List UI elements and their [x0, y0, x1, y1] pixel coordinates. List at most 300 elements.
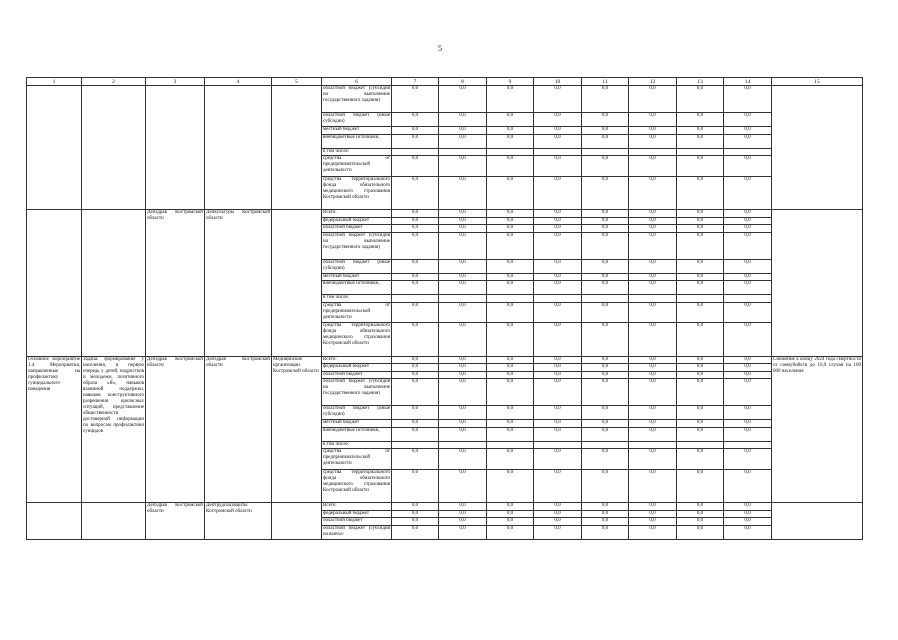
funding-source-cell: внебюджетные источники, — [322, 281, 392, 295]
value-cell — [629, 441, 677, 449]
value-cell: 0,0 — [392, 518, 439, 526]
value-cell: 0,0 — [392, 113, 439, 127]
executor-cell: Депкультуры Костромской области — [205, 210, 272, 357]
value-cell: 0,0 — [534, 406, 582, 420]
value-cell: 0,0 — [724, 510, 772, 518]
funding-source-cell: средства территориального фонда обязательного медицинского страхования Костромской области — [322, 469, 392, 503]
value-cell: 0,0 — [439, 210, 487, 218]
value-cell: 0,0 — [439, 427, 487, 441]
value-cell: 0,0 — [392, 510, 439, 518]
document-table — [26, 77, 862, 592]
value-cell: 0,0 — [534, 510, 582, 518]
value-cell: 0,0 — [392, 225, 439, 233]
participant-cell — [272, 210, 322, 357]
value-cell — [534, 441, 582, 449]
value-cell: 0,0 — [677, 281, 724, 295]
value-cell: 0,0 — [582, 176, 629, 210]
value-cell: 0,0 — [439, 176, 487, 210]
value-cell: 0,0 — [439, 449, 487, 470]
value-cell: 0,0 — [677, 156, 724, 177]
column-header: 3 — [146, 78, 205, 86]
value-cell: 0,0 — [534, 86, 582, 113]
column-header: 13 — [677, 78, 724, 86]
value-cell: 0,0 — [724, 176, 772, 210]
value-cell: 0,0 — [534, 176, 582, 210]
value-cell: 0,0 — [677, 420, 724, 428]
funding-source-cell: местный бюджет — [322, 273, 392, 281]
value-cell — [677, 441, 724, 449]
value-cell — [582, 295, 629, 303]
funding-source-cell: федеральный бюджет — [322, 364, 392, 372]
value-cell: 0,0 — [439, 217, 487, 225]
value-cell: 0,0 — [629, 510, 677, 518]
value-cell: 0,0 — [582, 127, 629, 135]
value-cell: 0,0 — [487, 323, 534, 357]
value-cell: 0,0 — [582, 518, 629, 526]
value-cell: 0,0 — [534, 127, 582, 135]
value-cell: 0,0 — [487, 281, 534, 295]
value-cell: 0,0 — [724, 273, 772, 281]
value-cell: 0,0 — [582, 449, 629, 470]
value-cell: 0,0 — [724, 259, 772, 273]
column-header: 14 — [724, 78, 772, 86]
value-cell: 0,0 — [534, 302, 582, 323]
value-cell: 0,0 — [392, 176, 439, 210]
result-cell — [772, 503, 863, 540]
funding-source-cell: в том числе: — [322, 441, 392, 449]
customer-cell — [146, 86, 205, 210]
task-cell — [82, 210, 146, 357]
value-cell: 0,0 — [392, 86, 439, 113]
value-cell: 0,0 — [487, 176, 534, 210]
value-cell: 0,0 — [534, 210, 582, 218]
value-cell: 0,0 — [677, 469, 724, 503]
value-cell: 0,0 — [724, 449, 772, 470]
value-cell: 0,0 — [724, 518, 772, 526]
value-cell: 0,0 — [582, 273, 629, 281]
funding-source-cell: средства территориального фонда обязательного медицинского страхования Костромской области — [322, 323, 392, 357]
funding-source-cell: областной бюджет (иные субсидии) — [322, 113, 392, 127]
value-cell: 0,0 — [582, 371, 629, 379]
funding-source-cell: областной бюджет — [322, 225, 392, 233]
value-cell: 0,0 — [724, 225, 772, 233]
value-cell: 0,0 — [439, 273, 487, 281]
value-cell: 0,0 — [629, 217, 677, 225]
value-cell: 0,0 — [629, 86, 677, 113]
value-cell: 0,0 — [582, 406, 629, 420]
value-cell — [534, 148, 582, 156]
value-cell: 0,0 — [677, 379, 724, 406]
value-cell: 0,0 — [392, 281, 439, 295]
value-cell: 0,0 — [677, 232, 724, 259]
value-cell: 0,0 — [677, 427, 724, 441]
value-cell: 0,0 — [534, 356, 582, 364]
value-cell: 0,0 — [534, 364, 582, 372]
value-cell: 0,0 — [724, 281, 772, 295]
column-header: 8 — [439, 78, 487, 86]
column-header: 10 — [534, 78, 582, 86]
value-cell: 0,0 — [392, 323, 439, 357]
funding-source-cell: Всего: — [322, 210, 392, 218]
value-cell: 0,0 — [534, 449, 582, 470]
value-cell: 0,0 — [439, 356, 487, 364]
activity-cell: Основное мероприятие 1.4. Мероприятия, направленные на профилактику суицидального поведения — [27, 356, 82, 503]
value-cell: 0,0 — [582, 156, 629, 177]
value-cell: 0,0 — [677, 134, 724, 148]
value-cell: 0,0 — [392, 371, 439, 379]
value-cell: 0,0 — [487, 134, 534, 148]
customer-cell: Депздрав Костромской области — [146, 503, 205, 540]
value-cell: 0,0 — [487, 406, 534, 420]
value-cell: 0,0 — [724, 217, 772, 225]
funding-source-cell: внебюджетные источники, — [322, 134, 392, 148]
value-cell: 0,0 — [582, 364, 629, 372]
value-cell: 0,0 — [582, 510, 629, 518]
value-cell: 0,0 — [724, 356, 772, 364]
funding-source-cell: в том числе: — [322, 148, 392, 156]
value-cell: 0,0 — [487, 210, 534, 218]
value-cell: 0,0 — [487, 420, 534, 428]
value-cell: 0,0 — [439, 371, 487, 379]
funding-source-cell: областной бюджет (иные субсидии) — [322, 406, 392, 420]
value-cell — [724, 295, 772, 303]
value-cell: 0,0 — [392, 302, 439, 323]
column-header: 2 — [82, 78, 146, 86]
table-row — [27, 210, 863, 218]
value-cell: 0,0 — [439, 503, 487, 511]
value-cell: 0,0 — [487, 510, 534, 518]
value-cell: 0,0 — [582, 217, 629, 225]
value-cell: 0,0 — [629, 176, 677, 210]
value-cell: 0,0 — [629, 371, 677, 379]
value-cell: 0,0 — [392, 273, 439, 281]
value-cell: 0,0 — [677, 323, 724, 357]
column-header: 1 — [27, 78, 82, 86]
table-row — [27, 356, 863, 364]
value-cell: 0,0 — [392, 427, 439, 441]
value-cell: 0,0 — [534, 156, 582, 177]
task-cell — [82, 503, 146, 540]
value-cell: 0,0 — [724, 427, 772, 441]
value-cell: 0,0 — [629, 225, 677, 233]
value-cell: 0,0 — [677, 176, 724, 210]
value-cell: 0,0 — [629, 232, 677, 259]
header-row — [27, 78, 863, 86]
value-cell: 0,0 — [392, 449, 439, 470]
value-cell: 0,0 — [629, 281, 677, 295]
value-cell: 0,0 — [724, 525, 772, 539]
value-cell — [582, 148, 629, 156]
value-cell: 0,0 — [439, 134, 487, 148]
value-cell: 0,0 — [582, 113, 629, 127]
value-cell: 0,0 — [629, 113, 677, 127]
value-cell: 0,0 — [724, 469, 772, 503]
value-cell: 0,0 — [724, 210, 772, 218]
value-cell: 0,0 — [724, 371, 772, 379]
task-cell: Задача: формирование у населения, в первую очередь у детей, подростков и молодежи, позитивного образа «Я», навыков взаимной поддержки, навыков конструктивного разрешения кризисных ситуаций, представление общественности достоверной информации по вопросам профилактики суицидов — [82, 356, 146, 503]
funding-source-cell: в том числе: — [322, 295, 392, 303]
value-cell: 0,0 — [724, 134, 772, 148]
column-header: 7 — [392, 78, 439, 86]
table-row — [27, 86, 863, 113]
value-cell: 0,0 — [439, 525, 487, 539]
executor-cell: Дептрудсоцзащиты Костромской области — [205, 503, 272, 540]
value-cell: 0,0 — [534, 503, 582, 511]
value-cell: 0,0 — [487, 302, 534, 323]
value-cell — [439, 295, 487, 303]
value-cell: 0,0 — [629, 518, 677, 526]
value-cell: 0,0 — [439, 281, 487, 295]
value-cell: 0,0 — [629, 364, 677, 372]
value-cell: 0,0 — [392, 232, 439, 259]
value-cell: 0,0 — [439, 225, 487, 233]
value-cell: 0,0 — [582, 356, 629, 364]
value-cell: 0,0 — [582, 281, 629, 295]
value-cell: 0,0 — [724, 406, 772, 420]
value-cell: 0,0 — [534, 525, 582, 539]
value-cell: 0,0 — [487, 356, 534, 364]
value-cell: 0,0 — [724, 156, 772, 177]
value-cell: 0,0 — [439, 86, 487, 113]
funding-source-cell: внебюджетные источники, — [322, 427, 392, 441]
column-header: 12 — [629, 78, 677, 86]
value-cell: 0,0 — [582, 259, 629, 273]
value-cell: 0,0 — [534, 420, 582, 428]
value-cell: 0,0 — [439, 406, 487, 420]
value-cell — [487, 441, 534, 449]
funding-source-cell: областной бюджет (субсидия на выполнение государственного задания) — [322, 379, 392, 406]
value-cell: 0,0 — [724, 420, 772, 428]
value-cell: 0,0 — [582, 225, 629, 233]
value-cell — [392, 295, 439, 303]
value-cell: 0,0 — [534, 281, 582, 295]
value-cell: 0,0 — [629, 449, 677, 470]
funding-source-cell: областной бюджет (субсидия на выполнение государственного задания) — [322, 86, 392, 113]
value-cell: 0,0 — [487, 525, 534, 539]
value-cell: 0,0 — [677, 217, 724, 225]
budget-table — [26, 77, 863, 540]
value-cell: 0,0 — [582, 86, 629, 113]
value-cell: 0,0 — [439, 518, 487, 526]
value-cell: 0,0 — [534, 273, 582, 281]
value-cell: 0,0 — [724, 113, 772, 127]
value-cell — [629, 148, 677, 156]
value-cell: 0,0 — [439, 364, 487, 372]
value-cell: 0,0 — [439, 510, 487, 518]
value-cell: 0,0 — [534, 217, 582, 225]
funding-source-cell: средства от предпринимательской деятельности — [322, 449, 392, 470]
value-cell: 0,0 — [487, 469, 534, 503]
value-cell: 0,0 — [392, 259, 439, 273]
value-cell: 0,0 — [629, 525, 677, 539]
funding-source-cell: местный бюджет — [322, 420, 392, 428]
value-cell: 0,0 — [392, 469, 439, 503]
value-cell: 0,0 — [439, 302, 487, 323]
value-cell: 0,0 — [487, 379, 534, 406]
value-cell — [677, 295, 724, 303]
column-header: 6 — [322, 78, 392, 86]
funding-source-cell: областной бюджет — [322, 518, 392, 526]
customer-cell: Депздрав Костромской области — [146, 210, 205, 357]
value-cell: 0,0 — [677, 210, 724, 218]
value-cell — [487, 295, 534, 303]
value-cell: 0,0 — [534, 379, 582, 406]
value-cell: 0,0 — [582, 469, 629, 503]
value-cell: 0,0 — [487, 86, 534, 113]
value-cell: 0,0 — [439, 469, 487, 503]
value-cell: 0,0 — [439, 323, 487, 357]
value-cell: 0,0 — [392, 210, 439, 218]
value-cell: 0,0 — [677, 259, 724, 273]
value-cell: 0,0 — [677, 518, 724, 526]
value-cell: 0,0 — [677, 113, 724, 127]
value-cell: 0,0 — [582, 134, 629, 148]
value-cell: 0,0 — [629, 323, 677, 357]
value-cell: 0,0 — [392, 503, 439, 511]
value-cell: 0,0 — [582, 302, 629, 323]
value-cell: 0,0 — [629, 469, 677, 503]
value-cell: 0,0 — [629, 420, 677, 428]
value-cell: 0,0 — [392, 379, 439, 406]
value-cell: 0,0 — [677, 225, 724, 233]
value-cell: 0,0 — [629, 356, 677, 364]
value-cell: 0,0 — [534, 469, 582, 503]
value-cell: 0,0 — [629, 127, 677, 135]
value-cell: 0,0 — [724, 503, 772, 511]
table-row — [27, 503, 863, 511]
funding-source-cell: средства от предпринимательской деятельности — [322, 156, 392, 177]
funding-source-cell: федеральный бюджет — [322, 217, 392, 225]
value-cell: 0,0 — [439, 232, 487, 259]
value-cell: 0,0 — [392, 356, 439, 364]
value-cell: 0,0 — [487, 273, 534, 281]
value-cell: 0,0 — [534, 427, 582, 441]
column-header: 15 — [772, 78, 863, 86]
value-cell: 0,0 — [392, 406, 439, 420]
executor-cell: Депздрав Костромской области — [205, 356, 272, 503]
value-cell: 0,0 — [724, 302, 772, 323]
value-cell: 0,0 — [487, 449, 534, 470]
activity-cell — [27, 503, 82, 540]
value-cell: 0,0 — [629, 379, 677, 406]
value-cell — [392, 148, 439, 156]
value-cell: 0,0 — [487, 503, 534, 511]
value-cell — [629, 295, 677, 303]
value-cell: 0,0 — [487, 427, 534, 441]
value-cell: 0,0 — [487, 259, 534, 273]
participant-cell — [272, 503, 322, 540]
value-cell — [487, 148, 534, 156]
value-cell: 0,0 — [439, 127, 487, 135]
value-cell: 0,0 — [534, 323, 582, 357]
column-header: 11 — [582, 78, 629, 86]
column-header: 4 — [205, 78, 272, 86]
value-cell: 0,0 — [629, 273, 677, 281]
value-cell: 0,0 — [629, 259, 677, 273]
value-cell: 0,0 — [487, 225, 534, 233]
value-cell: 0,0 — [487, 127, 534, 135]
value-cell: 0,0 — [677, 86, 724, 113]
value-cell — [582, 441, 629, 449]
participant-cell — [272, 86, 322, 210]
value-cell — [534, 295, 582, 303]
customer-cell: Депздрав Костромской области — [146, 356, 205, 503]
value-cell: 0,0 — [724, 323, 772, 357]
value-cell: 0,0 — [534, 371, 582, 379]
funding-source-cell: Всего: — [322, 356, 392, 364]
value-cell — [677, 148, 724, 156]
value-cell: 0,0 — [629, 210, 677, 218]
value-cell: 0,0 — [677, 273, 724, 281]
value-cell: 0,0 — [582, 210, 629, 218]
value-cell: 0,0 — [534, 232, 582, 259]
value-cell: 0,0 — [582, 232, 629, 259]
value-cell: 0,0 — [392, 156, 439, 177]
value-cell: 0,0 — [677, 364, 724, 372]
value-cell: 0,0 — [724, 86, 772, 113]
activity-cell — [27, 86, 82, 210]
value-cell: 0,0 — [392, 420, 439, 428]
value-cell: 0,0 — [582, 379, 629, 406]
column-header: 9 — [487, 78, 534, 86]
funding-source-cell: средства территориального фонда обязательного медицинского страхования Костромской области — [322, 176, 392, 210]
result-cell — [772, 210, 863, 357]
value-cell: 0,0 — [629, 503, 677, 511]
value-cell: 0,0 — [487, 156, 534, 177]
value-cell — [439, 441, 487, 449]
value-cell: 0,0 — [582, 503, 629, 511]
value-cell: 0,0 — [582, 525, 629, 539]
value-cell: 0,0 — [677, 525, 724, 539]
value-cell — [724, 441, 772, 449]
value-cell: 0,0 — [724, 364, 772, 372]
value-cell: 0,0 — [677, 406, 724, 420]
value-cell: 0,0 — [677, 356, 724, 364]
value-cell: 0,0 — [487, 232, 534, 259]
value-cell: 0,0 — [677, 510, 724, 518]
value-cell: 0,0 — [582, 427, 629, 441]
value-cell: 0,0 — [629, 406, 677, 420]
funding-source-cell: местный бюджет — [322, 127, 392, 135]
value-cell: 0,0 — [439, 156, 487, 177]
value-cell: 0,0 — [677, 127, 724, 135]
value-cell: 0,0 — [439, 259, 487, 273]
value-cell: 0,0 — [439, 113, 487, 127]
funding-source-cell: областной бюджет (субсидия на выполнение государственного задания) — [322, 232, 392, 259]
funding-source-cell: федеральный бюджет — [322, 510, 392, 518]
value-cell: 0,0 — [629, 156, 677, 177]
funding-source-cell: Всего: — [322, 503, 392, 511]
activity-cell — [27, 210, 82, 357]
value-cell — [439, 148, 487, 156]
value-cell: 0,0 — [677, 302, 724, 323]
value-cell: 0,0 — [392, 134, 439, 148]
value-cell — [392, 441, 439, 449]
value-cell: 0,0 — [487, 371, 534, 379]
value-cell: 0,0 — [582, 420, 629, 428]
value-cell: 0,0 — [392, 217, 439, 225]
value-cell: 0,0 — [392, 364, 439, 372]
value-cell: 0,0 — [724, 379, 772, 406]
value-cell: 0,0 — [582, 323, 629, 357]
value-cell: 0,0 — [629, 427, 677, 441]
value-cell — [724, 148, 772, 156]
funding-source-cell: областной бюджет (субсидия на выпол- — [322, 525, 392, 539]
funding-source-cell: областной бюджет — [322, 371, 392, 379]
executor-cell — [205, 86, 272, 210]
funding-source-cell: областной бюджет (иные субсидии) — [322, 259, 392, 273]
participant-cell: Медицинские организации Костромской области — [272, 356, 322, 503]
